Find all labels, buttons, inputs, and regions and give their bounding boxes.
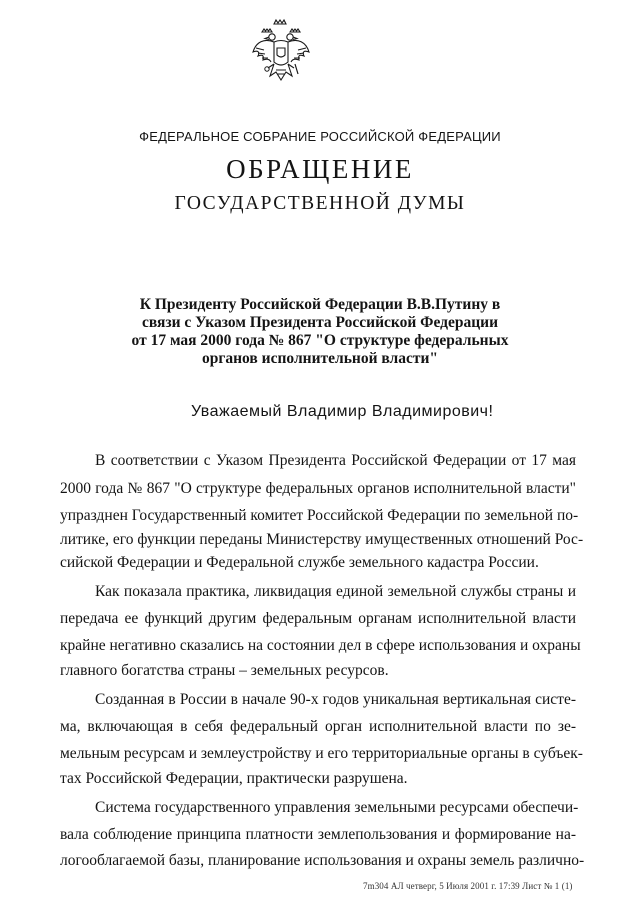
addressee-line: от 17 мая 2000 года № 867 "О структуре федеральных <box>131 332 509 349</box>
body-line: главного богатства страны – земельных ресурсов. <box>60 662 389 679</box>
body-line: вала соблюдение принципа платности землепользования и формирование на- <box>60 826 576 843</box>
addressee-line: К Президенту Российской Федерации В.В.Путину в <box>139 296 501 313</box>
coat-of-arms-emblem <box>250 18 312 88</box>
body-line: Система государственного управления земельными ресурсами обеспечи- <box>95 799 579 816</box>
body-line: сийской Федерации и Федеральной службе земельного кадастра России. <box>60 554 539 571</box>
document-title: ОБРАЩЕНИЕ <box>226 154 414 184</box>
body-line: логооблагаемой базы, планирование использования и охраны земель различно- <box>60 852 585 869</box>
body-line: литике, его функции переданы Министерству имущественных отношений Рос- <box>60 531 584 548</box>
body-line: тах Российской Федерации, практически разрушена. <box>60 770 408 787</box>
document-subtitle: ГОСУДАРСТВЕННОЙ ДУМЫ <box>174 193 466 214</box>
body-line: В соответствии с Указом Президента Российской Федерации от 17 мая <box>95 452 576 469</box>
body-line: ма, включающая в себя федеральный орган исполнительной власти по зе- <box>60 718 576 735</box>
addressee-block <box>0 296 640 368</box>
body-line: крайне негативно сказались на состоянии дел в сфере использования и охраны <box>60 637 581 654</box>
print-footer: 7m304 АЛ четверг, 5 Июля 2001 г. 17:39 Лист № 1 (1) <box>363 881 573 891</box>
body-line: передача ее функций другим федеральным органам исполнительной власти <box>60 610 576 627</box>
greeting: Уважаемый Владимир Владимирович! <box>191 403 494 420</box>
body-line: 2000 года № 867 "О структуре федеральных органов исполнительной власти" <box>60 480 576 497</box>
body-line: упразднен Государственный комитет Российской Федерации по земельной по- <box>60 507 579 524</box>
body-line: мельным ресурсам и землеустройству и его территориальные органы в субъек- <box>60 745 583 762</box>
body-line: Как показала практика, ликвидация единой земельной службы страны и <box>95 583 576 600</box>
addressee-line: связи с Указом Президента Российской Федерации <box>141 314 499 331</box>
organization-name: ФЕДЕРАЛЬНОЕ СОБРАНИЕ РОССИЙСКОЙ ФЕДЕРАЦИИ <box>139 129 501 144</box>
addressee-line: органов исполнительной власти" <box>201 350 439 367</box>
body-line: Созданная в России в начале 90-х годов уникальная вертикальная систе- <box>95 691 576 708</box>
